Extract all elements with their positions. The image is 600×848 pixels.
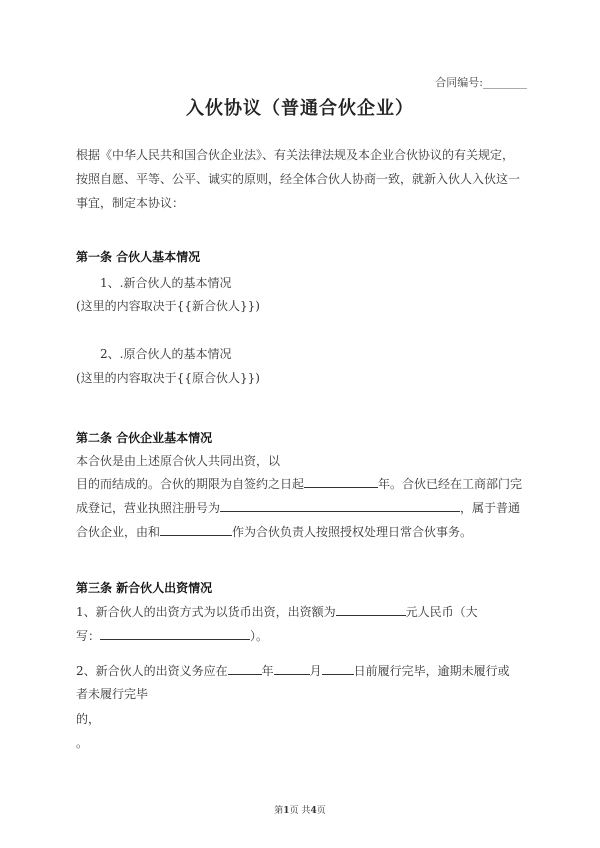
term-years-blank[interactable] (304, 475, 378, 488)
amount-in-words-blank[interactable] (100, 627, 250, 640)
article-3-line: 者未履行完毕 (76, 687, 149, 701)
deadline-month-blank[interactable] (274, 662, 310, 675)
article-3-line: 2、新合伙人的出资义务应在 年 月 日前履行完毕，逾期未履行或 (76, 664, 510, 678)
article-3-line: 的， (76, 712, 101, 726)
intro-line: 根据《中华人民共和国合伙企业法》、有关法律法规及本企业合伙协议的有关规定， (76, 148, 515, 162)
manager-name-blank[interactable] (160, 523, 232, 536)
old-partner-item: 2、.原合伙人的基本情况 (100, 347, 232, 361)
intro-line: 按照自愿、平等、公平、诚实的原则，经全体合伙人协商一致，就新入伙人入伙这一 (76, 172, 521, 186)
article-1-heading: 第一条 合伙人基本情况 (76, 250, 201, 264)
article-2-line: 成登记，营业执照注册号为 ，属于普通 (76, 501, 521, 515)
article-3-line: 写： ）。 (76, 629, 269, 643)
document-title: 入伙协议（普通合伙企业） (186, 98, 414, 119)
old-partner-note: (这里的内容取决于{{原合伙人}}) (76, 371, 260, 385)
page-footer: 第1页 共4页 (274, 806, 326, 816)
article-3-line: 1、新合伙人的出资方式为以货币出资，出资额为 元人民币（大 (76, 605, 478, 619)
article-2-line: 本合伙是由上述原合伙人共同出资，以 (76, 454, 281, 468)
article-2-heading: 第二条 合伙企业基本情况 (76, 431, 213, 445)
page-total: 4 (310, 806, 317, 816)
intro-line: 事宜，制定本协议： (76, 196, 185, 210)
contribution-amount-blank[interactable] (336, 603, 406, 616)
article-3-heading: 第三条 新合伙人出资情况 (76, 581, 213, 595)
contract-number: 合同编号:________ (435, 76, 527, 89)
article-2-line: 目的而结成的。合伙的期限为自签约之日起 年。合伙已经在工商部门完 (76, 477, 523, 491)
new-partner-note: (这里的内容取决于{{新合伙人}}) (76, 299, 260, 313)
page-number: 1 (283, 806, 290, 816)
deadline-day-blank[interactable] (322, 662, 354, 675)
article-3-line: 。 (76, 736, 89, 750)
new-partner-item: 1、.新合伙人的基本情况 (100, 276, 232, 290)
article-2-line: 合伙企业，由和 作为合伙负责人按照授权处理日常合伙事务。 (76, 525, 473, 539)
registration-number-blank[interactable] (220, 499, 460, 512)
deadline-year-blank[interactable] (228, 662, 262, 675)
